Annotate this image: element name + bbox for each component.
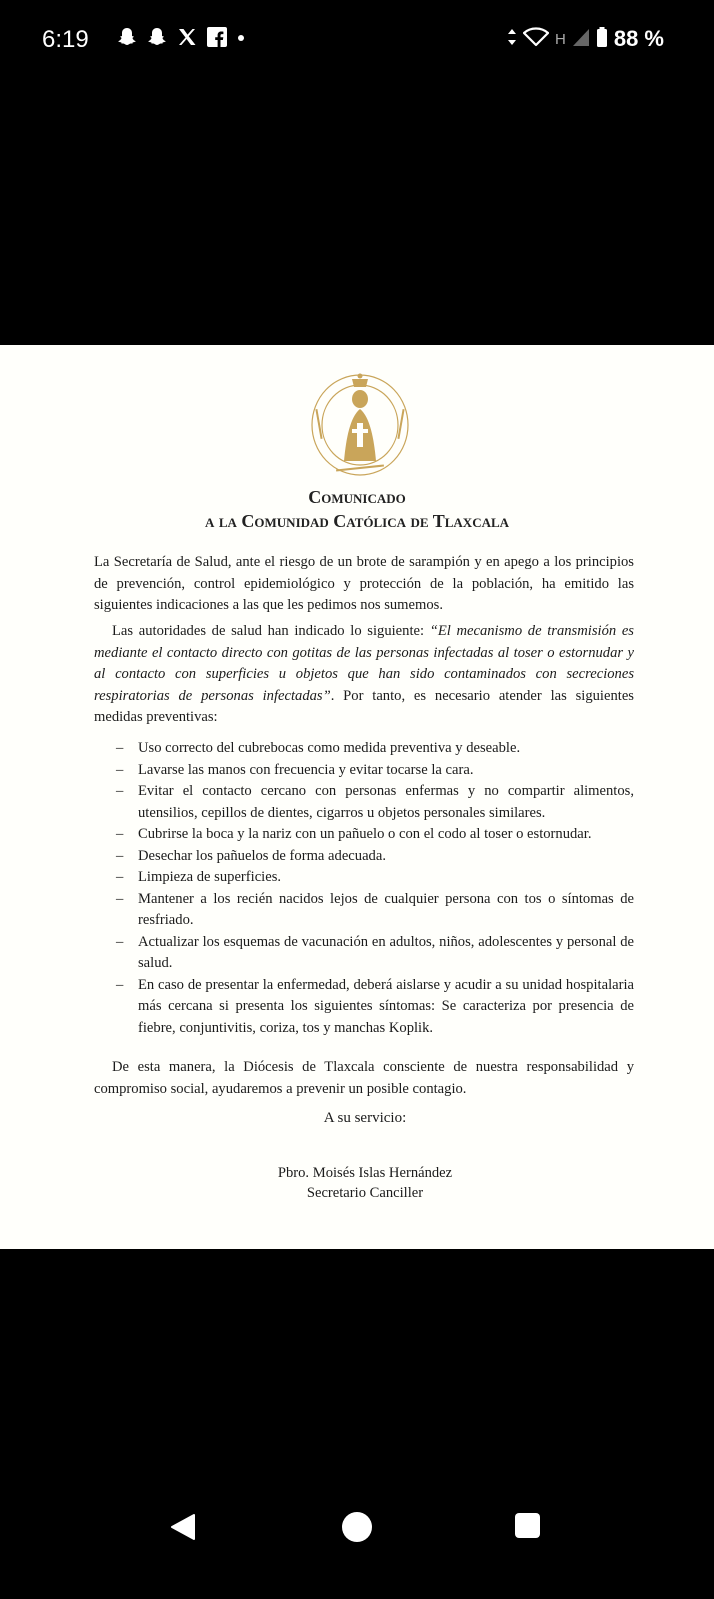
back-icon[interactable]: [170, 1513, 196, 1545]
paragraph-authorities-intro: Las autoridades de salud han indicado lo siguiente:: [112, 623, 430, 639]
list-item: – Evitar el contacto cercano con personas enfermas y no compartir alimentos, utensilios, cepillos de dientes, cigarros u objetos personales similares.: [116, 783, 634, 821]
battery-icon: [596, 26, 608, 52]
paragraph-closing: De esta manera, la Diócesis de Tlaxcala consciente de nuestra responsabilidad y compromiso social, ayudaremos a prevenir un posible contagio.: [94, 1059, 634, 1097]
measure-text: Mantener a los recién nacidos lejos de cualquier persona con tos o síntomas de resfriado.: [138, 890, 634, 928]
document-title: Comunicado: [308, 487, 406, 507]
diocese-seal-icon: [306, 367, 414, 479]
facebook-icon: [206, 26, 228, 52]
paragraph-authorities-quote: “El mecanismo de transmisión es mediante el contacto directo con gotitas de las personas infectadas al toser o estornudar y al contacto con superficies u objetos que han sido contaminados con secreciones respiratorias de personas infectadas”: [94, 623, 634, 704]
snapchat-icon: [146, 26, 168, 52]
paragraph-intro: La Secretaría de Salud, ante el riesgo de un brote de sarampión y en apego a los principios de prevención, control epidemiológico y protección de la población, ha emitido las siguientes indicaciones a las que les pedimos nos sumemos.: [94, 554, 634, 613]
signal-icon: [572, 27, 590, 51]
list-item: – Limpieza de superficies.: [116, 869, 282, 885]
status-bar: [0, 0, 714, 80]
system-icons: [507, 26, 664, 52]
dot-icon: [236, 26, 246, 52]
measure-text: Evitar el contacto cercano con personas enfermas y no compartir alimentos, utensilios, cepillos de dientes, cigarros u objetos personales similares.: [138, 783, 634, 821]
measure-text: En caso de presentar la enfermedad, deberá aislarse y acudir a su unidad hospitalaria más cercana si presenta los siguientes síntomas: Se caracteriza por presencia de fiebre, conjuntivitis, coriza, tos y manchas Koplik.: [138, 976, 634, 1036]
snapchat-icon: [116, 26, 138, 52]
paragraph-authorities: [94, 621, 634, 729]
notification-icons: [116, 26, 246, 52]
list-item: – Cubrirse la boca y la nariz con un pañuelo o con el codo al toser o estornudar.: [116, 826, 592, 842]
status-time: 6:19: [42, 26, 89, 53]
signer-role: Secretario Canciller: [306, 1185, 424, 1201]
list-item: – Desechar los pañuelos de forma adecuada.: [116, 847, 386, 864]
document-image[interactable]: [0, 345, 714, 1249]
list-item: – Actualizar los esquemas de vacunación en adultos, niños, adolescentes y personal de salud.: [116, 933, 634, 971]
home-icon[interactable]: [342, 1512, 372, 1542]
list-item: – Mantener a los recién nacidos lejos de cualquier persona con tos o síntomas de resfriado.: [116, 890, 634, 928]
battery-percentage: 88 %: [613, 26, 664, 51]
list-item: – En caso de presentar la enfermedad, deberá aislarse y acudir a su unidad hospitalaria más cercana si presenta los siguientes síntomas: Se caracteriza por presencia de fiebre, conjuntivitis, coriza, tos y manchas Koplik.: [116, 976, 634, 1036]
measure-text: Cubrirse la boca y la nariz con un pañuelo o con el codo al toser o estornudar.: [138, 826, 592, 842]
signer-name: Pbro. Moisés Islas Hernández: [277, 1165, 453, 1181]
x-icon: [176, 26, 198, 52]
measure-text: Limpieza de superficies.: [138, 869, 282, 885]
recents-icon[interactable]: [515, 1513, 540, 1538]
paragraph-authorities-end: . Por tanto, es necesario atender las siguientes medidas preventivas:: [94, 687, 634, 725]
measure-text: Lavarse las manos con frecuencia y evitar tocarse la cara.: [138, 761, 474, 778]
network-type-label: H: [555, 30, 566, 48]
list-item: – Uso correcto del cubrebocas como medida preventiva y deseable.: [116, 740, 521, 756]
wifi-icon: [523, 26, 549, 52]
measure-text: Uso correcto del cubrebocas como medida preventiva y deseable.: [138, 740, 521, 756]
measure-text: Desechar los pañuelos de forma adecuada.: [138, 847, 386, 864]
measures-list: [112, 738, 634, 1039]
list-item: – Lavarse las manos con frecuencia y evitar tocarse la cara.: [116, 761, 474, 778]
closing-salutation: A su servicio:: [323, 1110, 407, 1126]
document-subtitle: a la Comunidad Católica de Tlaxcala: [204, 511, 510, 531]
data-arrows-icon: [507, 27, 517, 51]
measure-text: Actualizar los esquemas de vacunación en adultos, niños, adolescentes y personal de salud.: [138, 933, 634, 971]
